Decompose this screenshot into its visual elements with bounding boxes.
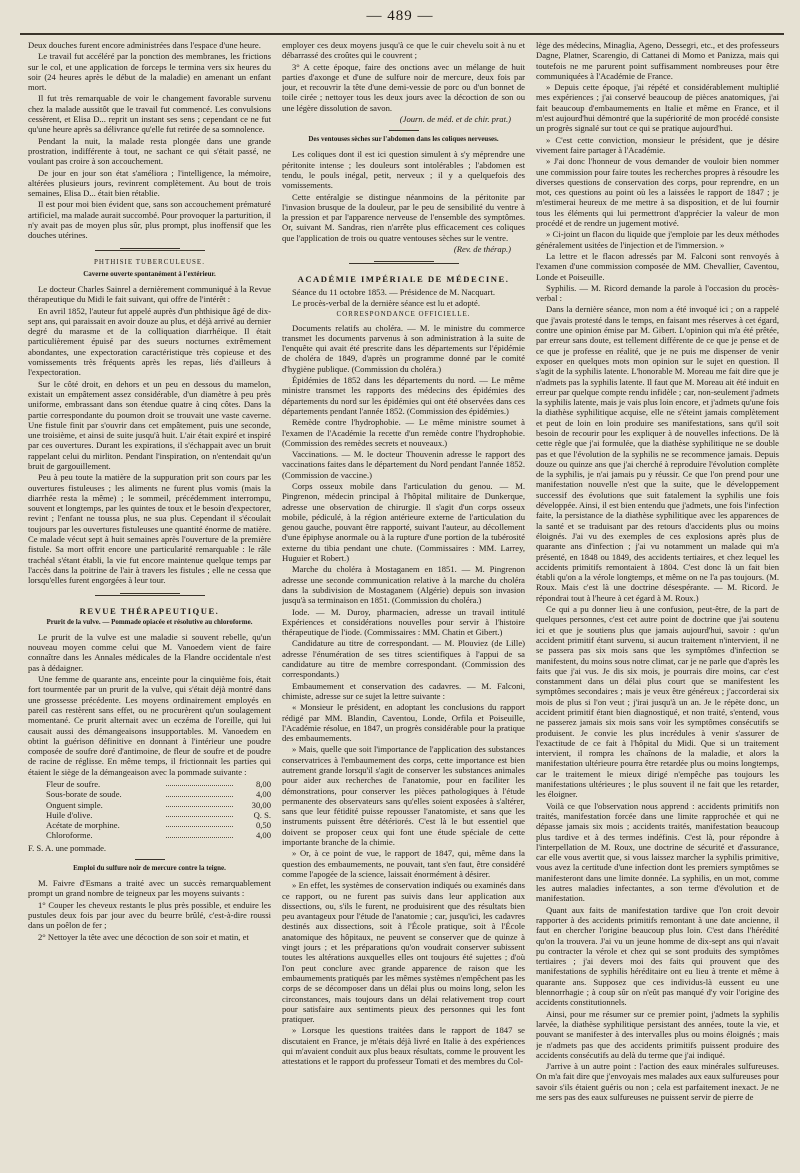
- ingredient-qty: 0,50: [255, 820, 271, 831]
- section-subheading: Caverne ouverte spontanément à l'extérieur.: [83, 269, 216, 278]
- paragraph: Iode. — M. Duroy, pharmacien, adresse un travail intitulé Expériences et considérations nouvelles pour servir à l'histoire thérapeutique de l'iode. (Commissaires : MM. Chatin et Gibert.): [282, 606, 525, 638]
- page-number: — 489 —: [366, 8, 434, 24]
- paragraph: Une femme de quarante ans, enceinte pour la cinquième fois, était fort tourmentée par un prurit de la vulve, qui s'était déjà montré dans une grossesse précédente. Les moyens ordinairement employés en pareil cas restèrent sans effet, ou ne procurèrent qu'un soulagement momentané. Ce prurit alternait avec un eczéma de l'oreille, qui lui causait aussi des démangeaisons insupportables. M. Vanoedem en obtint la guérison définitive en donnant à l'intérieur une poudre composée de soufre doré d'antimoine, de fleur de soufre et de poudre de racine de réglisse. En même temps, il frictionnait les parties qui étaient le siège de la démangeaison avec la pommade suivante :: [28, 674, 271, 777]
- paragraph: Dans la dernière séance, mon nom a été invoqué ici ; on a rappelé que j'avais protesté dans le temps, en faisant mes réserves à cet égard, contre une opinion émise par M. Gibert. L'opinion qui m'a été prêtée, par erreur sans doute, est tellement différente de ce que je pense et de ce que je professe en réalité, que je ne puis me dispenser de venir exposer en quelques mots mon opinion sur le sujet en question. Il s'agit de la syphilis latente. L'honorable M. Moreau me fait dire que je n'admets pas la syphilis latente. Il faut que M. Moreau ait été induit en erreur par quelque compte rendu infidèle ; car, non-seulement j'admets la syphilis latente, mais je vais plus loin encore, et j'admets qu'une fois la diathèse syphilitique acquise, elle ne s'éteint jamais complètement et peut de loin en loin produire ses manifestations, sans qu'il soit besoin de recourir pour les expliquer à de nouvelles infections. De là cette règle que j'ai formulée, que la diathèse syphilitique ne se double pas et que l'évolution de la syphilis ne se recommence jamais. Depuis douze ou quinze ans que j'ai cherché à reproduire l'évolution complète de la syphilis, je n'ai jamais pu y réussir. Ce que l'on prend pour une manifestation nouvelle n'est que la suite, que le développement successif des évolutions que suit fatalement la syphilis une fois développée. Ainsi, il est bien entendu que j'admets, une fois l'infection faite, la persistance de la diathèse syphilitique avec les apparences de la santé et se traduisant par des retours d'accidents plus ou moins éloignés. J'ai vu des exemples de ces explosions après plus de quarante ans d'infection ; j'ai vu notamment un malade qui m'a présenté, en 1848 ou 1849, des accidents tertiaires, et chez lequel les accidents primitifs remontaient à 1804. C'est donc là un fait bien établi qu'on a la vérole longtemps, et même on ne l'a pas toujours. (M. Roux. Mais c'est là une doctrine désespérante. — M. Ricord. Je répondrai tout à l'heure à cet égard à M. Roux.): [536, 304, 779, 603]
- paragraph: M. Faivre d'Esmans a traité avec un succès remarquablement prompt un grand nombre de teigneux par les moyens suivants :: [28, 878, 271, 899]
- paragraph: Deux douches furent encore administrées dans l'espace d'une heure.: [28, 40, 261, 50]
- paragraph: Le travail fut accéléré par la ponction des membranes, les frictions sur le col, et une application de forceps le termina vers six heures du soir (24 heures après le début de la maladie) en amenant un enfant mort.: [28, 51, 271, 93]
- paragraph: Les coliques dont il est ici question simulent à s'y méprendre une péritonite intense ; les douleurs sont intolérables ; l'abdomen est tendu, le pouls inégal, petit, nerveux ; il y a quelquefois des vomissements.: [282, 149, 525, 191]
- paragraph: Ainsi, pour me résumer sur ce premier point, j'admets la syphilis larvée, la diathèse syphilitique persistant des années, toute la vie, et pouvant se manifester à des intervalles plus ou moins éloignés ; mais je n'admets pas que des accidents primitifs puissent produire des accidents consécutifs au delà du terme que j'ai indiqué.: [536, 1008, 779, 1060]
- section-subheading: Des ventouses sèches sur l'abdomen dans les coliques nerveuses.: [308, 135, 499, 144]
- formula-row: [46, 810, 271, 820]
- ingredient-name: Huile d'olive.: [46, 809, 93, 820]
- ingredient-name: Sous-borate de soude.: [46, 789, 122, 800]
- formula-row: [46, 800, 271, 810]
- paragraph: Marche du choléra à Mostaganem en 1851. — M. Pingrenon adresse une seconde communication relative à la marche du choléra dans la subdivision de Mostaganem (Algérie) depuis son invasion jusqu'à sa terminaison en 1851. (Commission du choléra.): [282, 564, 525, 606]
- paragraph: 2° Nettoyer la tête avec une décoction de son soir et matin, et: [38, 931, 249, 942]
- paragraph: 3° A cette époque, faire des onctions avec un mélange de huit parties d'axonge et d'une de sulfure noir de mercure, deux fois par jour, et recouvrir la tête d'une demi-vessie de porc ou d'un bonnet de toile cirée ; nettoyer tous les deux jours avec la décoction de son ou une légère dissolution de savon.: [282, 61, 525, 113]
- paragraph: » Depuis cette époque, j'ai répété et considérablement multiplié mes expériences ; j'ai conservé beaucoup de pièces anatomiques, j'ai fait beaucoup d'embaumements en Italie et même en France, et il m'est aujourd'hui démontré que la supériorité de mon procédé consiste un progrès signalé sur tout ce qui se pratique aujourd'hui.: [536, 82, 779, 134]
- formula-row: [46, 789, 271, 799]
- paragraph: De jour en jour son état s'améliora ; l'intelligence, la mémoire, altérées plusieurs jours, revinrent complètement. Au bout de trois semaines, Elisa D... était bien rétablie.: [28, 167, 271, 199]
- paragraph: « Monsieur le président, en adoptant les conclusions du rapport rédigé par MM. Blandin, Caventou, Londe, Orfila et Poiseuille, l'Académie résolue, en 1847, un progrès considérable pour la pratique des embaumements.: [282, 702, 525, 744]
- ingredient-qty: 30,00: [251, 799, 271, 810]
- paragraph: Il fut très remarquable de voir le changement favorable survenu chez la malade aussitôt que le travail fut commencé. Les convulsions cessèrent, et Elisa D... reprit un instant ses sens ; cependant ce ne fut qu'une heure après sa délivrance qu'elle fut retirée de sa somnolence.: [28, 93, 271, 135]
- paragraph: Pendant la nuit, la malade resta plongée dans une grande prostration, indifférente à tout, ne sachant ce qui s'était passé, ne voulant pas croire à son accouchement.: [28, 135, 271, 167]
- section-subheading: Prurit de la vulve. — Pommade opiacée et résolutive au chloroforme.: [46, 617, 253, 626]
- paragraph: Cette entéralgie se distingue néanmoins de la péritonite par l'invasion brusque de la douleur, par le peu de sensibilité du ventre à la pression et par l'apparence nerveuse de l'ensemble des symptômes. Or, suivant M. Sandras, rien n'arrête plus efficacement ces coliques que l'application de trois ou quatre ventouses sèches sur le ventre.: [282, 191, 525, 243]
- formula-end: F. S. A. une pommade.: [28, 842, 107, 853]
- section-subheading: CORRESPONDANCE OFFICIELLE.: [336, 310, 471, 319]
- section-separator: [28, 245, 271, 253]
- paragraph: Peu à peu toute la matière de la suppuration prit son cours par les ouvertures fistuleuses ; les aliments ne furent plus vomis (mais la diarrhée resta la même) ; le sommeil, précédemment interrompu, souvent et longtemps, par les quintes de toux et le besoin d'expectorer, revint ; l'enfant ne toussa plus, ne sua plus. Cependant il s'écoulait toujours par les ouvertures fistuleuses une quantité énorme de matière. Ce malade vécut sept à huit semaines après l'ouverture de la première fistule. Sa mort offrit encore une particularité remarquable : le râle trachéal s'étant établi, la vie fut encore maintenue quelque temps par l'accès dans la poitrine de l'air à travers les fistules ; elle ne cessa que lorsqu'elles furent engorgées à leur tour.: [28, 472, 271, 586]
- source-citation: (Journ. de méd. et de chir. prat.): [399, 114, 511, 125]
- ingredient-qty: Q. S.: [253, 809, 271, 820]
- ingredient-name: Fleur de soufre.: [46, 779, 101, 789]
- ingredient-name: Onguent simple.: [46, 799, 103, 810]
- section-separator: [28, 590, 271, 598]
- paragraph: Quant aux faits de manifestation tardive que l'on croit devoir rapporter à des accidents primitifs remontant à une date ancienne, il faut en chercher l'origine beaucoup plus loin. C'est dans l'hérédité qu'on la trouvera. J'ai vu un jeune homme de dix-sept ans qui n'avait pu contracter la vérole et chez qui se sont produits des symptômes tertiaires ; j'ai devers moi des faits qui prouvent que des manifestations de syphilis héréditaire ont eu lieu à trente et même à quarante ans. Supposez que ces individus-là eussent eu une blennorrhagie ; à coup sûr on n'eût pas manqué d'y voir l'origine des accidents constitutionnels.: [536, 904, 779, 1008]
- paragraph: Ce qui a pu donner lieu à une confusion, peut-être, de la part de quelques personnes, c'est cet autre point de doctrine que j'ai soutenu ici et que je soutiens plus que jamais aujourd'hui, savoir : qu'un accident primitif étant survenu, si aucun traitement n'intervient, il ne se passera pas six mois sans que les symptômes d'infection se manifestent, du moins sous notre climat, car je ne parle que d'après les faits que j'ai vus. Je dis six mois, je pourrais dire moins, car c'est constamment dans un délai plus court que se manifestent les symptômes secondaires ; mais je veux être généreux ; j'accorderai six mois de plus si l'on veut ; j'irai jusqu'à un an. Je le répète donc, un accident primitif étant bien diagnostiqué, et non traité, s'entend, vous ne passerez jamais six mois sans voir les symptômes consécutifs se produisent. Je convie les plus incrédules à venir s'assurer de l'exactitude de ce fait à l'hôpital du Midi. Que si un traitement intervient, il rompra les chaînons de la maladie, et alors la manifestation ultérieure pourra être retardée plus ou moins longtemps, car le traitement le mieux dirigé n'empêche pas toujours les manifestations ultérieures ; le plus souvent il ne fait que les retarder, les éloigner.: [536, 604, 779, 800]
- ingredient-qty: 4,00: [255, 789, 271, 800]
- ingredient-name: Chloroforme.: [46, 830, 93, 841]
- paragraph: Embaumement et conservation des cadavres. — M. Falconi, chimiste, adresse sur ce sujet la lettre suivante :: [282, 680, 525, 701]
- paragraph: » J'ai donc l'honneur de vous demander de vouloir bien nommer une commission pour faire toutes les recherches propres à résoudre les diverses questions de conservation des corps, pour reprendre, en un mot, ces questions au point où les a laissées le rapport de 1847 ; je m'estimerai heureux de me mettre à sa disposition, et de lui fournir tous les éléments qui lui permettront d'apprécier la valeur de mon procédé et de rendre un jugement motivé.: [536, 156, 779, 229]
- paragraph: Remède contre l'hydrophobie. — Le même ministre soumet à l'examen de l'Académie la recette d'un remède contre l'hydrophobie. (Commission des remèdes secrets et nouveaux.): [282, 417, 525, 448]
- paragraph: 1° Couper les cheveux restants le plus près possible, et enduire les pustules deux fois par jour avec du beurre brûlé, c'est-à-dire roussi dans un poêlon de fer ;: [28, 899, 271, 931]
- paragraph: » Mais, quelle que soit l'importance de l'application des substances conservatrices à l'embaumement des corps, cette importance est bien autrement grande lorsqu'il s'agit de conserver les substances animales pour aider aux recherches de l'anatomie, pour en faciliter les démonstrations, pour conserver les pièces pathologiques à l'étude permanente des observateurs sans qu'elles soient exposées à s'altérer, sans que leur fétidité puisse repousser l'anatomiste, et sans que les instruments puissent être détériorés. C'est là le but essentiel que doivent se proposer ceux qui font une étude spéciale de cette importante branche de la chimie.: [282, 744, 525, 848]
- paragraph: La lettre et le flacon adressés par M. Falconi sont renvoyés à l'examen d'une commission composée de MM. Chevallier, Caventou, Londe et Poiseuille.: [536, 250, 779, 282]
- formula-list: [46, 779, 271, 841]
- ingredient-name: Acétate de morphine.: [46, 820, 120, 831]
- paragraph: » Or, à ce point de vue, le rapport de 1847, qui, même dans la question des embaumements, ne pouvait, tant s'en faut, être considéré comme l'apogée de la science, laissait énormément à désirer.: [282, 848, 525, 879]
- ingredient-qty: 8,00: [255, 779, 271, 789]
- column-2: [282, 40, 525, 1165]
- section-subheading: Emploi du sulfure noir de mercure contre la teigne.: [73, 864, 226, 873]
- section-heading: ACADÉMIE IMPÉRIALE DE MÉDECINE.: [297, 274, 510, 285]
- section-heading: PHTHISIE TUBERCULEUSE.: [94, 257, 205, 266]
- paragraph: Sur le côté droit, en dehors et un peu en dessous du mamelon, existait un empâtement assez considérable, d'un diamètre à peu près uniforme, embrassant dans son étendue quatre à cinq côtes. Dans la partie correspondante du poumon droit se trouvait une vaste caverne. Une fistule finit par s'ouvrir dans cet empâtement, puis une seconde, une troisième, et ainsi de suite jusqu'à huit. L'air était expiré et inspiré par ces ouvertures. Durant les expirations, il s'échappait avec un bruit rappelant celui du mirliton. Pendant l'inspiration, on n'entendait qu'un bruit de gargouillement.: [28, 378, 271, 471]
- divider: [135, 859, 165, 860]
- paragraph: » Lorsque les questions traitées dans le rapport de 1847 se discutaient en France, je m'étais déjà livré en Italie à des expériences qui m'avaient conduit aux plus beaux résultats, comme le prouvent les attestations et le rapport du professeur Tomati et des membres du Col-: [282, 1025, 525, 1067]
- paragraph: Corps osseux mobile dans l'articulation du genou. — M. Pingrenon, médecin principal à l'hôpital militaire de Dunkerque, adresse une observation de chirurgie. Il s'agit d'un corps osseux mobile, pédiculé, à la région antérieure externe de l'articulation du genou gauche, pouvant être rapporté, suivant l'auteur, au décollement d'une épiphyse anormale ou à la rupture d'une portion de la tubérosité externe du tibia pendant une chute. (Commissaires : MM. Larrey, Huguier et Robert.): [282, 480, 525, 564]
- paragraph: Il est pour moi bien évident que, sans son accouchement prématuré artificiel, ma malade aurait succombé. Pour provoquer la parturition, il n'y avait pas de moyen plus sûr, plus prompt, plus inoffensif que les douches utérines.: [28, 199, 271, 241]
- paragraph: employer ces deux moyens jusqu'à ce que le cuir chevelu soit à nu et débarrassé des croûtes qui le couvrent ;: [282, 40, 525, 61]
- paragraph: » Ci-joint un flacon du liquide que j'emploie par les deux méthodes généralement usitées de l'injection et de l'immersion. »: [536, 229, 779, 250]
- paragraph: Épidémies de 1852 dans les départements du nord. — Le même ministre transmet les rapports des médecins des épidémies des départements du nord sur les épidémies qui ont été observées dans ces départements pendant l'année 1852. (Commission des épidémies.): [282, 375, 525, 416]
- paragraph: Syphilis. — M. Ricord demande la parole à l'occasion du procès-verbal :: [536, 282, 779, 304]
- paragraph: Séance du 11 octobre 1853. — Présidence de M. Nacquart.: [292, 286, 496, 297]
- section-separator: [282, 258, 525, 266]
- paragraph: Vaccinations. — M. le docteur Thouvenin adresse le rapport des vaccinations faites dans le département du Nord pendant l'année 1852. (Commission de vaccine.): [282, 449, 525, 480]
- paragraph: En avril 1852, l'auteur fut appelé auprès d'un phthisique âgé de dix-sept ans, qui paraissait en avoir douze au plus, et déjà arrivé au dernier degré du marasme et de la colliquation diarrhéique. Il était particulièrement épuisé par des sueurs nocturnes extrêmement abondantes, une expectoration caractéristique très copieuse et des vomissements très fréquents après les repas, liés d'ailleurs à l'expectoration.: [28, 305, 271, 378]
- divider: [389, 130, 419, 131]
- source-citation: (Rev. de thérap.): [453, 244, 511, 255]
- formula-row: [46, 779, 271, 789]
- header-rule: [20, 33, 784, 35]
- paragraph: J'arrive à un autre point : l'action des eaux minérales sulfureuses. On m'a fait dire que j'envoyais mes malades aux eaux sulfureuses pour savoir s'ils étaient guéris ou non ; cela est parfaitement inexact. Je ne me sers pas des eaux sulfureuses ne puissent servir de pierre de: [536, 1061, 779, 1102]
- ingredient-qty: 4,00: [255, 830, 271, 841]
- formula-row: [46, 830, 271, 840]
- paragraph: Candidature au titre de correspondant. — M. Plouviez (de Lille) adresse l'énumération de ses titres scientifiques à l'appui de sa candidature au titre de membre correspondant. (Commission des correspondants.): [282, 638, 525, 680]
- paragraph: » En effet, les systèmes de conservation indiqués ou examinés dans ce rapport, ou ne furent pas suivis dans leur application aux dissections, ou, s'ils le furent, ne produisirent que des résultats bien peu avantageux pour l'étude de l'anatomie ; car, jusqu'ici, les cadavres destinés aux dissections, soit à l'École pratique, soit à l'École anatomique des hôpitaux, ne peuvent se conserver que de quinze à vingt jours ; et les préparations qu'on voudrait conserver subissent toutes les altérations auxquelles elles ont toujours été sujettes ; d'où l'on peut conclure avec grande apparence de raison que les embaumements pratiqués par les mêmes systèmes n'empêchent pas les corps de se décomposer dans un délai plus ou moins long, selon les circonstances, mais toujours dans un délai relativement trop court pour satisfaire aux sentiments pieux des personnes qui les font pratiquer.: [282, 880, 525, 1025]
- column-1: [28, 40, 271, 1165]
- paragraph: » C'est cette conviction, monsieur le président, que je désire vivement faire partager à l'Académie.: [536, 134, 779, 155]
- paragraph: Documents relatifs au choléra. — M. le ministre du commerce transmet les documents parvenus à son administration à la suite de l'enquête qui avait été prescrite dans les départements sur l'épidémie de choléra de 1849, d'après un programme donné par le comité d'hygiène publique. (Commission du choléra.): [282, 322, 525, 374]
- paragraph: lège des médecins, Minaglia, Ageno, Dessegri, etc., et des professeurs Dagne, Platner, Scarengio, di Cattanei di Momo et Panizza, mais qui toutefois ne me parurent point suffisamment nombreuses pour être communiquées à l'Académie de France.: [536, 40, 779, 81]
- paragraph: Le prurit de la vulve est une maladie si souvent rebelle, qu'un nouveau moyen comme celui que M. Vanoedem vient de faire connaître dans les Annales médicales de la Flandre occidentale n'est pas à dédaigner.: [28, 631, 271, 673]
- section-heading: REVUE THÉRAPEUTIQUE.: [79, 605, 220, 616]
- formula-row: [46, 820, 271, 830]
- paragraph: Le procès-verbal de la dernière séance est lu et adopté.: [292, 297, 481, 308]
- column-3: [536, 40, 779, 1165]
- paragraph: Voilà ce que l'observation nous apprend : accidents primitifs non traités, manifestation forcée dans une limite rapprochée et qui ne dépasse jamais six mois ; accidents traités, manifestation beaucoup plus tardive et à des termes indéfinis. C'est là, pour répondre à l'interpellation de M. Roux, une doctrine de sécurité et d'assurance, car elle vous avertit que, si vous laissez marcher la syphilis primitive, vous avez la certitude d'une infection dont les premiers symptômes se manifesteront dans une limite donnée. La syphilis, en un mot, comme les autres maladies infectantes, a son terme d'évolution et de manifestation.: [536, 800, 779, 904]
- paragraph: Le docteur Charles Sainrel a dernièrement communiqué à la Revue thérapeutique du Midi le fait suivant, qui offre de l'intérêt :: [28, 283, 271, 305]
